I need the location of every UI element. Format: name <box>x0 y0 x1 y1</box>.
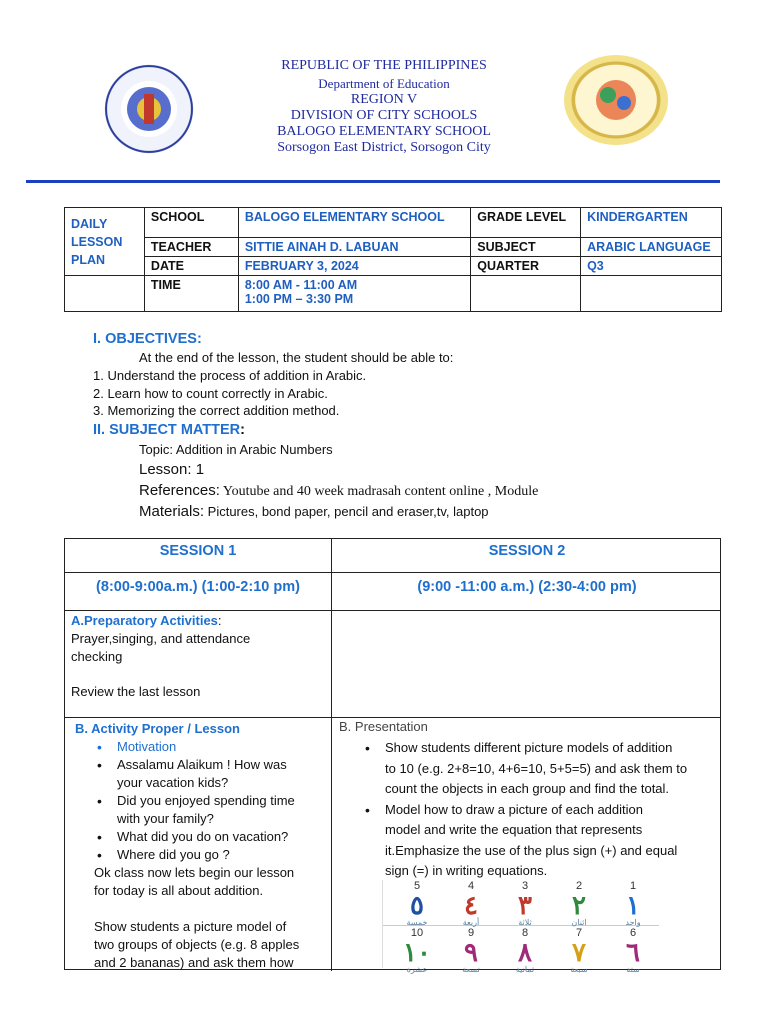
arabic-digit: ٧ <box>572 937 586 967</box>
subject-matter-title: II. SUBJECT MATTER <box>93 422 241 438</box>
presentation-item <box>385 800 720 882</box>
presentation-list <box>385 738 720 882</box>
arabic-number-card <box>451 880 491 927</box>
lesson-intro-line: Ok class now lets begin our lesson <box>94 865 295 880</box>
arabic-digit: ١٠ <box>403 937 431 967</box>
session-2-title: SESSION 2 <box>488 543 566 559</box>
lesson-intro-line: and 2 bananas) and ask them how <box>94 955 294 970</box>
lesson-number: Lesson: 1 <box>139 461 205 478</box>
arabic-numbers-chart <box>382 880 659 974</box>
session-2-time: (9:00 -11:00 a.m.) (2:30-4:00 pm) <box>417 579 637 595</box>
daily-lesson-plan-text: DAILY LESSON PLAN <box>71 216 123 267</box>
western-digit: 8 <box>521 927 529 939</box>
references-label: References: <box>139 482 220 499</box>
presentation-text: • Show students different picture models of addition <box>385 740 673 755</box>
date-label: DATE <box>144 257 238 276</box>
presentation-text: • Model how to draw a picture of each addition <box>385 801 643 817</box>
subject-matter-heading <box>93 422 245 438</box>
arabic-number-card <box>613 880 653 927</box>
date-value: FEBRUARY 3, 2024 <box>238 257 470 276</box>
arabic-digit: ٨ <box>518 937 532 967</box>
daily-lesson-plan-spacer <box>65 276 145 312</box>
arabic-digit: ١ <box>626 890 640 920</box>
subject-value: ARABIC LANGUAGE <box>581 238 722 257</box>
teacher-label: TEACHER <box>144 238 238 257</box>
preparatory-heading <box>71 612 326 630</box>
objective-1: 1. Understand the process of addition in Arabic. <box>93 368 367 383</box>
preparatory-review: Review the last lesson <box>71 684 201 699</box>
motivation-item: • Motivation <box>117 738 329 756</box>
arabic-word: خمسة <box>406 918 428 927</box>
lesson-intro-line: two groups of objects (e.g. 8 apples <box>94 937 300 952</box>
activity-proper <box>75 720 329 738</box>
quarter-label: QUARTER <box>471 257 581 276</box>
western-digit: 2 <box>575 880 583 892</box>
question-item <box>117 756 329 792</box>
preparatory-line: checking <box>71 649 123 664</box>
western-digit: 3 <box>521 880 529 892</box>
western-digit: 7 <box>575 927 583 939</box>
sessions-column-divider <box>331 539 332 971</box>
row-divider <box>65 610 721 611</box>
time-label: TIME <box>144 276 238 312</box>
arabic-number-card <box>559 880 599 927</box>
arabic-word: تسعة <box>462 965 480 974</box>
presentation-text: it.Emphasize the use of the plus sign (+) and equal <box>385 842 678 858</box>
daily-lesson-plan-label <box>65 208 145 276</box>
arabic-number-card <box>505 880 545 927</box>
lesson-intro-line: Show students a picture model of <box>94 919 287 934</box>
western-digit: 10 <box>410 927 424 939</box>
arabic-digit: ٩ <box>464 937 478 967</box>
activity-proper-heading: B. Activity Proper / Lesson <box>75 721 240 736</box>
objectives-heading: I. OBJECTIVES: <box>93 331 202 347</box>
header-region: REGION V <box>350 92 418 107</box>
arabic-digit: ٢ <box>572 890 586 920</box>
grade-level-label: GRADE LEVEL <box>471 208 581 238</box>
time-value-am: 8:00 AM - 11:00 AM <box>244 278 358 292</box>
objective-2: 2. Learn how to count correctly in Arabic. <box>93 386 328 401</box>
western-digit: 6 <box>629 927 637 939</box>
presentation-text: count the objects in each group and find the total. <box>385 781 670 796</box>
empty-cell <box>581 276 722 312</box>
presentation-item <box>385 738 720 800</box>
presentation-text: sign (=) in writing equations. <box>385 863 548 878</box>
arabic-word: واحد <box>625 918 641 927</box>
western-digit: 1 <box>629 880 637 892</box>
question-text: with your family? <box>117 811 214 826</box>
arabic-digit: ٦ <box>626 937 640 967</box>
topic: Topic: Addition in Arabic Numbers <box>139 442 333 457</box>
arabic-word: أربعة <box>462 918 480 927</box>
arabic-number-card <box>559 927 599 974</box>
materials-label: Materials: <box>139 503 205 520</box>
session-1-time: (8:00-9:00a.m.) (1:00-2:10 pm) <box>96 579 300 595</box>
arabic-digit: ٥ <box>410 890 424 920</box>
presentation-text: to 10 (e.g. 2+8=10, 4+6=10, 5+5=5) and ask them to <box>385 760 688 776</box>
arabic-number-card <box>397 880 437 927</box>
preparatory-colon: : <box>217 613 222 628</box>
presentation-text: model and write the equation that represents <box>385 822 643 837</box>
school-label: SCHOOL <box>144 208 238 238</box>
objectives-intro: At the end of the lesson, the student should be able to: <box>139 350 454 365</box>
arabic-word: ستة <box>626 965 640 974</box>
quarter-value: Q3 <box>581 257 722 276</box>
objective-3: 3. Memorizing the correct addition method. <box>93 403 340 418</box>
header-department: Department of Education <box>318 76 450 91</box>
question-item: • What did you do on vacation? <box>117 828 329 846</box>
motivation-list <box>117 738 329 864</box>
question-item: • Where did you go ? <box>117 846 329 864</box>
materials <box>139 503 489 520</box>
header-divider <box>26 180 720 183</box>
preparatory-line: Prayer,singing, and attendance <box>71 631 251 646</box>
arabic-number-card <box>505 927 545 974</box>
arabic-digit: ٤ <box>464 890 478 920</box>
arabic-number-card <box>451 927 491 974</box>
arabic-word: عشرة <box>406 965 428 974</box>
time-value <box>238 276 470 312</box>
materials-value: Pictures, bond paper, pencil and eraser,tv, laptop <box>204 504 489 519</box>
question-text: your vacation kids? <box>117 775 229 790</box>
arabic-number-card <box>397 927 437 974</box>
lesson-intro-line: for today is all about addition. <box>94 883 264 898</box>
subject-label: SUBJECT <box>471 238 581 257</box>
empty-cell <box>471 276 581 312</box>
teacher-value: SITTIE AINAH D. LABUAN <box>238 238 470 257</box>
arabic-word: ثلاثة <box>518 918 532 927</box>
header-republic: REPUBLIC OF THE PHILIPPINES <box>281 58 487 73</box>
arabic-digit: ٣ <box>518 890 532 920</box>
school-value: BALOGO ELEMENTARY SCHOOL <box>238 208 470 238</box>
lesson-intro <box>94 864 329 972</box>
session-1-title: SESSION 1 <box>159 543 237 559</box>
question-item <box>117 792 329 828</box>
preparatory-title: A.Preparatory Activities <box>71 613 218 628</box>
western-digit: 5 <box>413 880 421 892</box>
presentation-heading: B. Presentation <box>339 719 428 734</box>
references <box>139 482 538 500</box>
preparatory-activities <box>71 612 326 701</box>
arabic-number-card <box>613 927 653 974</box>
arabic-word: سبعة <box>570 965 588 974</box>
western-digit: 9 <box>467 927 475 939</box>
header-district: Sorsogon East District, Sorsogon City <box>277 140 491 155</box>
time-value-pm: 1:00 PM – 3:30 PM <box>244 292 354 306</box>
arabic-word: اثنان <box>571 918 587 927</box>
western-digit: 4 <box>467 880 475 892</box>
references-value: Youtube and 40 week madrasah content online , Module <box>219 484 539 499</box>
question-text: Assalamu Alaikum ! How was <box>117 757 287 772</box>
grade-level-value: KINDERGARTEN <box>581 208 722 238</box>
arabic-word: ثمانية <box>515 965 535 974</box>
question-text: Did you enjoyed spending time <box>117 793 295 808</box>
row-divider <box>65 572 721 573</box>
subject-matter-colon: : <box>240 422 245 438</box>
lesson-info-table <box>64 207 722 312</box>
header-school: BALOGO ELEMENTARY SCHOOL <box>277 124 491 139</box>
header-division: DIVISION OF CITY SCHOOLS <box>290 108 478 123</box>
